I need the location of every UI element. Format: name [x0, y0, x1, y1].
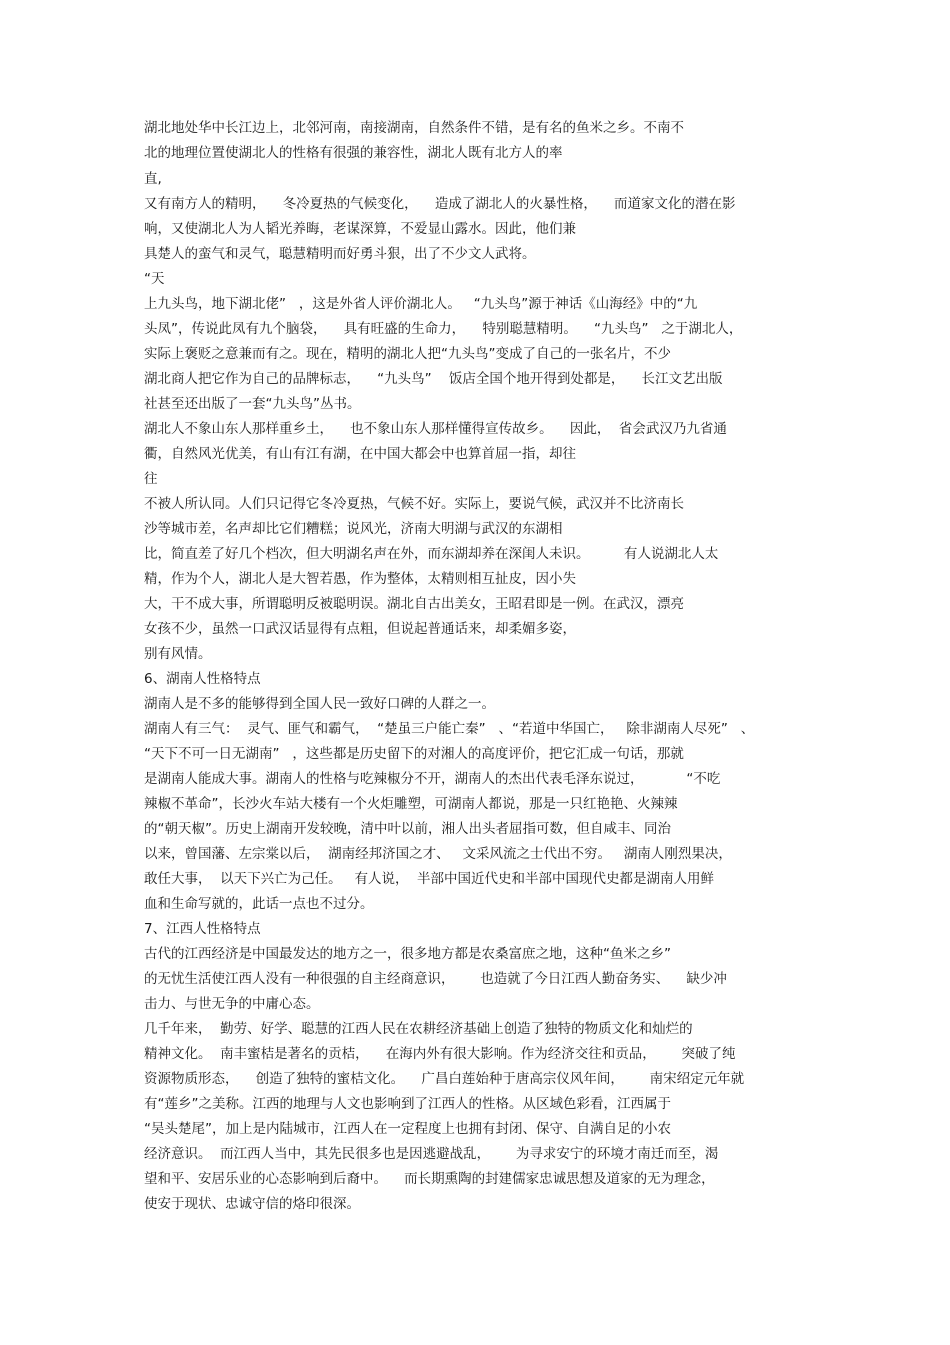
- text-line: 古代的江西经济是中国最发达的地方之一，很多地方都是农桑富庶之地，这种“鱼米之乡”: [144, 946, 671, 962]
- section-heading: 6、湖南人性格特点: [144, 671, 261, 687]
- text-line: 女孩不少，虽然一口武汉话显得有点粗，但说起普通话来，却柔媚多姿，: [144, 621, 576, 637]
- text-line: 大，干不成大事，所谓聪明反被聪明误。湖北自古出美女，王昭君即是一例。在武汉，漂亮: [144, 596, 684, 612]
- text-line: 直,: [144, 171, 162, 187]
- text-line: 精神文化。 南丰蜜桔是著名的贡桔， 在海内外有很大影响。作为经济交往和贡品， 突破了纯: [144, 1046, 736, 1062]
- text-line: 头凤”，传说此凤有九个脑袋， 具有旺盛的生命力， 特别聪慧精明。 “九头鸟” 之于湖北人，: [144, 321, 743, 337]
- text-line: 别有风情。: [144, 646, 212, 662]
- text-line: 湖北人不象山东人那样重乡土， 也不象山东人那样懂得宣传故乡。 因此， 省会武汉乃九省通: [144, 421, 727, 437]
- text-line: 的“朝天椒”。历史上湖南开发较晚，清中叶以前，湘人出头者屈指可数，但自咸丰、同治: [144, 821, 671, 837]
- text-line: 北的地理位置使湖北人的性格有很强的兼容性，湖北人既有北方人的率: [144, 145, 563, 161]
- text-line: 湖南人有三气： 灵气、匪气和霸气， “楚虽三户能亡秦” 、“若道中华国亡， 除非湖南人尽死” 、: [144, 721, 755, 737]
- text-line: 湖北地处华中长江边上，北邻河南，南接湖南，自然条件不错，是有名的鱼米之乡。不南不: [144, 120, 684, 136]
- text-line: 的无忧生活使江西人没有一种很强的自主经商意识， 也造就了今日江西人勤奋务实、 缺少冲: [144, 971, 727, 987]
- text-line: 沙等城市差，名声却比它们糟糕；说风光，济南大明湖与武汉的东湖相: [144, 521, 563, 537]
- text-line: 具楚人的蛮气和灵气，聪慧精明而好勇斗狠，出了不少文人武将。: [144, 246, 536, 262]
- text-line: 精，作为个人，湖北人是大智若愚，作为整体，太精则相互扯皮，因小失: [144, 571, 576, 587]
- text-line: 使安于现状、忠诚守信的烙印很深。: [144, 1196, 360, 1212]
- text-line: 经济意识。 而江西人当中，其先民很多也是因逃避战乱， 为寻求安宁的环境才南迁而至，渴: [144, 1146, 719, 1162]
- text-line: 不被人所认同。人们只记得它冬冷夏热，气候不好。实际上，要说气候，武汉并不比济南长: [144, 496, 684, 512]
- text-line: 击力、与世无争的中庸心态。: [144, 996, 320, 1012]
- text-line: 几千年来， 勤劳、好学、聪慧的江西人民在农耕经济基础上创造了独特的物质文化和灿烂的: [144, 1021, 693, 1037]
- text-line: 又有南方人的精明， 冬冷夏热的气候变化， 造成了湖北人的火暴性格， 而道家文化的潜在影: [144, 196, 736, 212]
- text-line: 衢，自然风光优美，有山有江有湖，在中国大都会中也算首屈一指，却往: [144, 446, 576, 462]
- text-line: 以来，曾国藩、左宗棠以后， 湖南经邦济国之才、 文采风流之士代出不穷。 湖南人刚烈果决，: [144, 846, 732, 862]
- text-line: 敢任大事， 以天下兴亡为己任。 有人说， 半部中国近代史和半部中国现代史都是湖南人用鲜: [144, 871, 715, 887]
- text-line: 资源物质形态， 创造了独特的蜜桔文化。 广昌白莲始种于唐高宗仪风年间， 南宋绍定元年就: [144, 1071, 745, 1087]
- text-line: 往: [144, 471, 158, 487]
- text-line: 有“莲乡”之美称。江西的地理与人文也影响到了江西人的性格。从区域色彩看，江西属于: [144, 1096, 671, 1112]
- text-line: 是湖南人能成大事。湖南人的性格与吃辣椒分不开，湖南人的杰出代表毛泽东说过， “不吃: [144, 771, 721, 787]
- text-line: 上九头鸟，地下湖北佬” ，这是外省人评价湖北人。 “九头鸟”源于神话《山海经》中的“九: [144, 296, 698, 312]
- text-line: 湖南人是不多的能够得到全国人民一致好口碑的人群之一。: [144, 696, 495, 712]
- text-line: 辣椒不革命”，长沙火车站大楼有一个火炬雕塑，可湖南人都说，那是一只红艳艳、火辣辣: [144, 796, 678, 812]
- text-line: 响，又使湖北人为人韬光养晦，老谋深算，不爱显山露水。因此，他们兼: [144, 221, 576, 237]
- text-line: 比，简直差了好几个档次，但大明湖名声在外，而东湖却养在深闺人未识。 有人说湖北人太: [144, 546, 719, 562]
- text-line: “天: [144, 271, 165, 287]
- text-line: 血和生命写就的，此话一点也不过分。: [144, 896, 374, 912]
- section-heading: 7、江西人性格特点: [144, 921, 261, 937]
- text-line: “天下不可一日无湖南” ，这些都是历史留下的对湘人的高度评价，把它汇成一句话，那就: [144, 746, 684, 762]
- text-line: 实际上褒贬之意兼而有之。现在，精明的湖北人把“九头鸟”变成了自己的一张名片，不少: [144, 346, 671, 362]
- text-line: 湖北商人把它作为自己的品牌标志， “九头鸟” 饭店全国个地开得到处都是， 长江文艺出版: [144, 371, 723, 387]
- text-line: 社甚至还出版了一套“九头鸟”丛书。: [144, 396, 361, 412]
- text-line: “吴头楚尾”，加上是内陆城市，江西人在一定程度上也拥有封闭、保守、自满自足的小农: [144, 1121, 671, 1137]
- text-line: 望和平、安居乐业的心态影响到后裔中。 而长期熏陶的封建儒家忠诚思想及道家的无为理念，: [144, 1171, 715, 1187]
